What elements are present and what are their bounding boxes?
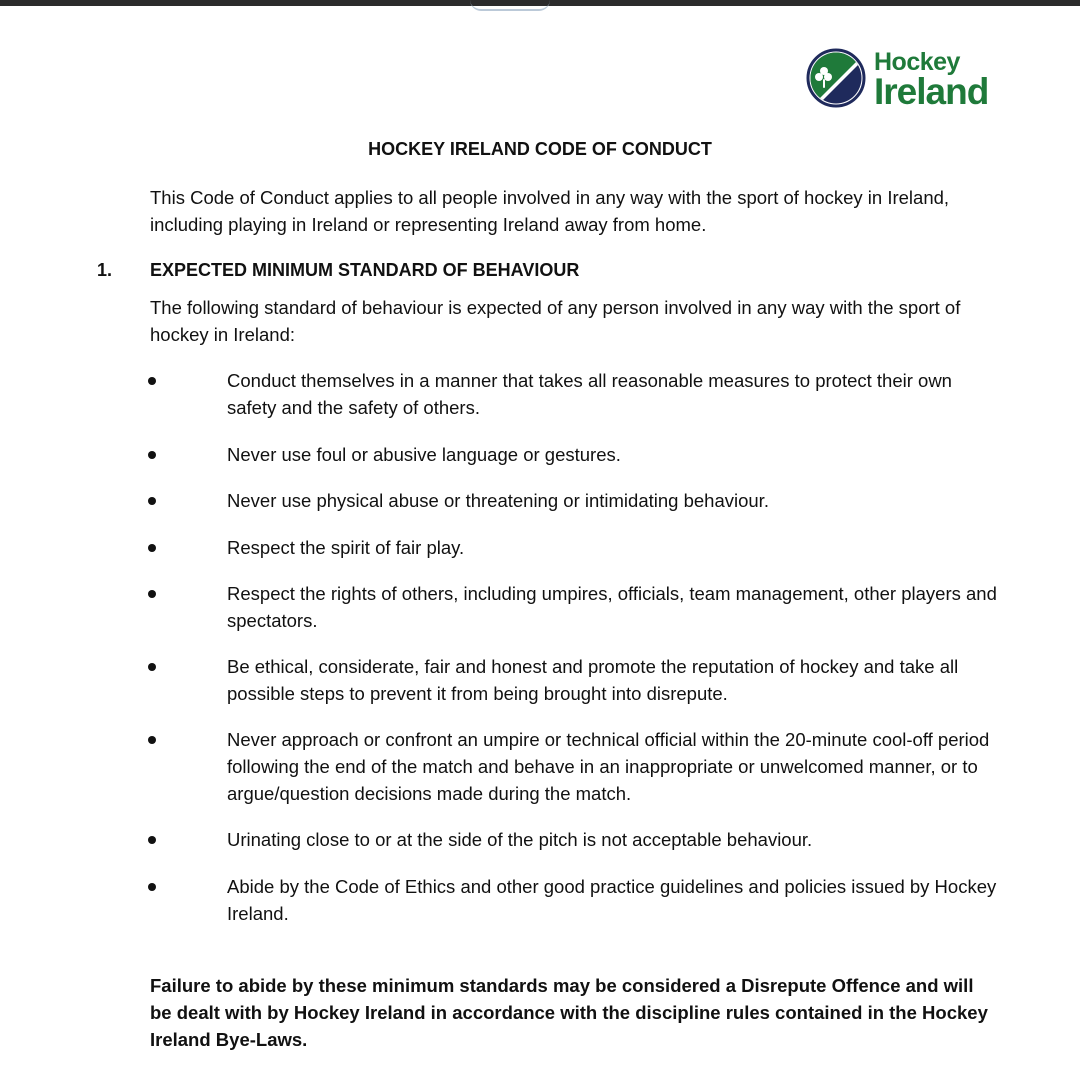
- bullet-icon: [148, 451, 156, 459]
- intro-paragraph: This Code of Conduct applies to all people involved in any way with the sport of hockey in Ireland, including playing in Ireland or representing Ireland away from home.: [150, 187, 950, 235]
- bullet-text: Conduct themselves in a manner that takes all reasonable measures to protect their own safety and the safety of others.: [227, 370, 952, 418]
- bullet-icon: [148, 590, 156, 598]
- bullet-icon: [148, 883, 156, 891]
- top-notch: [470, 0, 550, 11]
- bullet-text: Never use physical abuse or threatening or intimidating behaviour.: [227, 490, 769, 511]
- bullet-text: Never approach or confront an umpire or technical official within the 20-minute cool-off period following the end of the match and behave in an inappropriate or unwelcomed manner, or to argue/question decisions made during the match.: [227, 729, 990, 804]
- logo-word-hockey: Hockey: [874, 48, 960, 76]
- bullet-icon: [148, 836, 156, 844]
- section-lead-paragraph: The following standard of behaviour is expected of any person involved in any way with the sport of hockey in Ireland:: [150, 297, 961, 345]
- bullet-text: Be ethical, considerate, fair and honest and promote the reputation of hockey and take all possible steps to prevent it from being brought into disrepute.: [227, 656, 959, 704]
- bullet-text: Respect the rights of others, including umpires, officials, team management, other players and spectators.: [227, 583, 997, 631]
- logo-word-ireland: Ireland: [874, 71, 989, 112]
- section-heading: EXPECTED MINIMUM STANDARD OF BEHAVIOUR: [150, 260, 580, 280]
- bullet-text: Urinating close to or at the side of the pitch is not acceptable behaviour.: [227, 829, 813, 850]
- hockey-ireland-logo: [806, 48, 1016, 114]
- shamrock-icon: [806, 48, 866, 108]
- bullet-text: Abide by the Code of Ethics and other good practice guidelines and policies issued by Hockey Ireland.: [227, 876, 997, 924]
- bullet-icon: [148, 544, 156, 552]
- bullet-icon: [148, 497, 156, 505]
- closing-statement: Failure to abide by these minimum standards may be considered a Disrepute Offence and will be dealt with by Hockey Ireland in accordance with the discipline rules contained in the Hockey Ireland Bye-Laws.: [150, 975, 988, 1050]
- bullet-text: Respect the spirit of fair play.: [227, 537, 465, 558]
- logo-wordmark: [874, 50, 988, 110]
- document-title: HOCKEY IRELAND CODE OF CONDUCT: [368, 139, 712, 159]
- bullet-icon: [148, 736, 156, 744]
- bullet-icon: [148, 377, 156, 385]
- section-number: 1.: [97, 260, 113, 280]
- bullet-icon: [148, 663, 156, 671]
- bullet-text: Never use foul or abusive language or gestures.: [227, 444, 621, 465]
